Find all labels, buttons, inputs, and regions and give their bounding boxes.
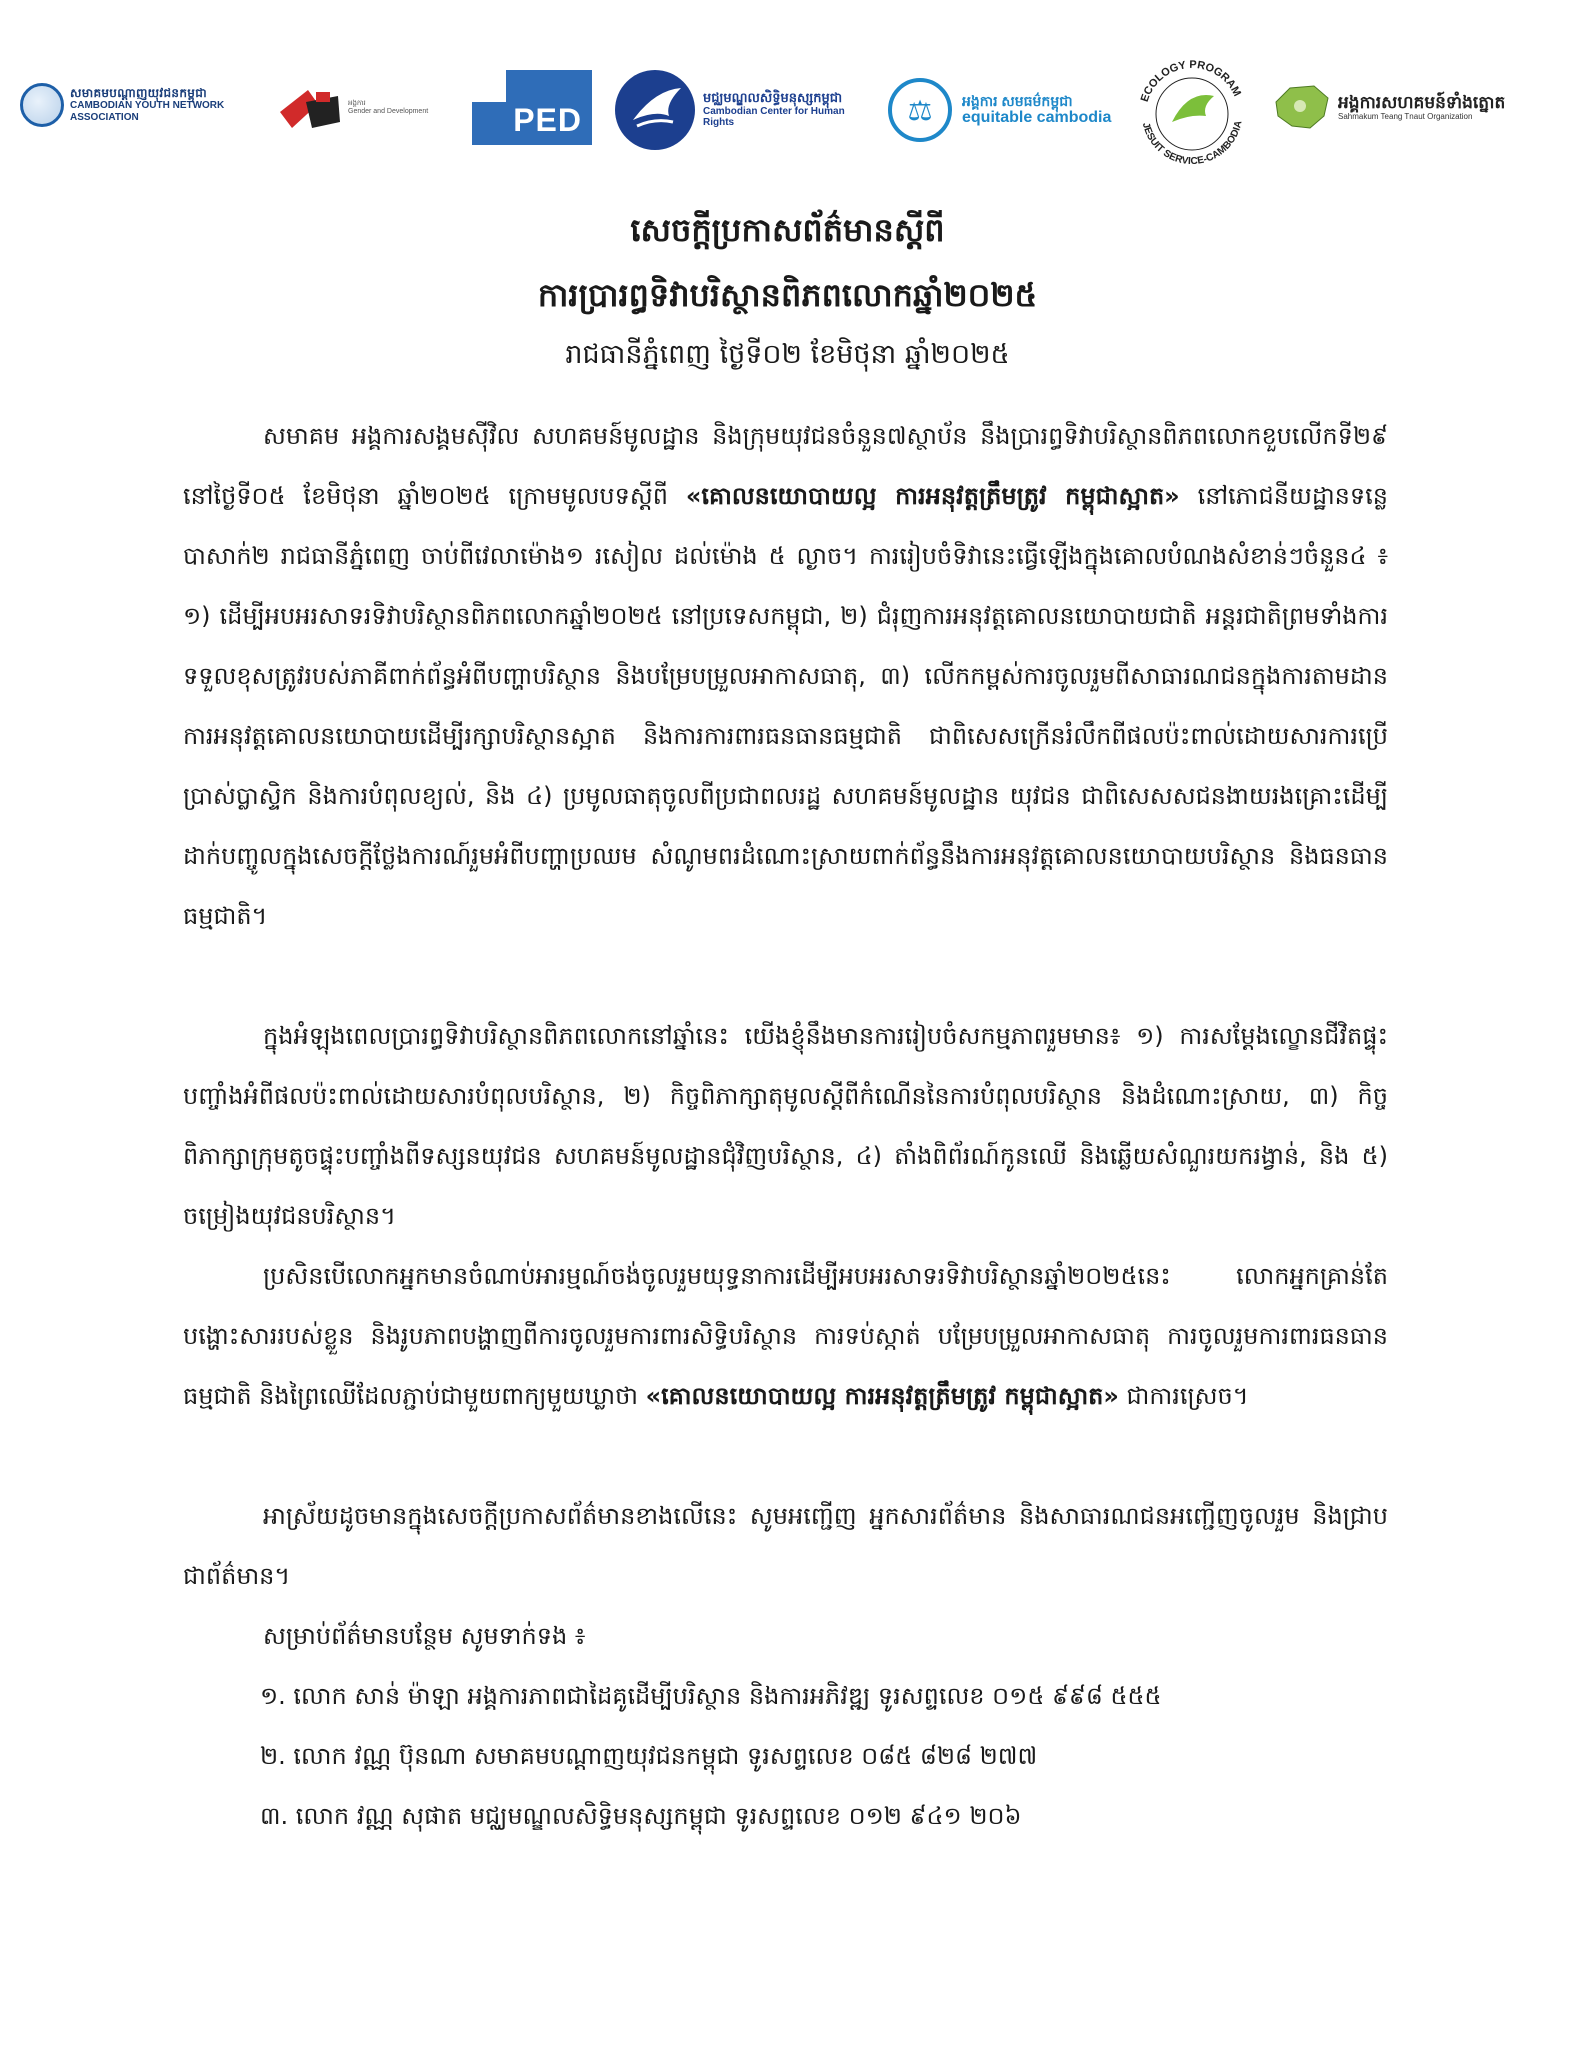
cchr-logo (615, 60, 870, 160)
contact-heading: សម្រាប់ព័ត៌មានបន្ថែម សូមទាក់ទង ៖ (263, 1622, 586, 1650)
svg-text:JESUIT SERVICE-CAMBODIA: JESUIT SERVICE-CAMBODIA (1139, 119, 1245, 168)
campaign-slogan: «គោលនយោបាយល្អ ការអនុវត្តត្រឹមត្រូវ កម្ពុជាស្អាត» (685, 482, 1180, 510)
svg-text:ECOLOGY PROGRAM: ECOLOGY PROGRAM (1138, 58, 1243, 104)
cyn-logo-en: CAMBODIAN YOUTH NETWORK ASSOCIATION (70, 100, 225, 123)
dove-icon (1128, 50, 1256, 178)
contact-item: ១. លោក សាន់ ម៉ាឡា អង្គការភាពជាដៃគូដើម្បីបរិស្ថាន និងការអភិវឌ្ឍ ទូរសព្ទលេខ ០១៥ ៩៩៨ ៥៥៥ (260, 1682, 1162, 1710)
stt-logo-kh: អង្គការសហគមន៍ទាំងត្នោត (1338, 92, 1506, 112)
equitable-cambodia-logo (888, 65, 1113, 155)
paragraph-campaign-b: ជាការស្រេច។ (1118, 1382, 1249, 1410)
scales-icon: ⚖ (888, 78, 952, 142)
paragraph-invitation: អាស្រ័យដូចមានក្នុងសេចក្តីប្រកាសព័ត៌មានខាងលើនេះ សូមអញ្ជើញ អ្នកសារព័ត៌មាន និងសាធារណជនអញ្ជើញចូលរួម និងជ្រាបជាព័ត៌មាន។ (183, 1502, 1388, 1590)
contact-item: ៣. លោក វណ្ណ សុផាត មជ្ឈមណ្ឌលសិទ្ធិមនុស្សកម្ពុជា ទូរសព្ទលេខ ០១២ ៩៤១ ២០៦ (260, 1802, 1022, 1830)
ped-logo-text: PED (513, 102, 582, 138)
ec-logo-en: equitable cambodia (962, 108, 1112, 126)
paragraph-intro-a: សមាគម អង្គការសង្គមស៊ីវិល សហគមន៍មូលដ្ឋាន និងក្រុមយុវជនចំនួន៧ស្ថាប័ន នឹងប្រារព្ធទិវាបរិស្ថានពិភពលោកខួបលើកទី២៩ នៅថ្ងៃទី០៥ ខែមិថុនា ឆ្នាំ២០២៥ ក្រោមមូលបទស្តីពី (183, 422, 1388, 510)
cambodia-map-icon (1270, 82, 1332, 132)
paragraph-campaign-a: ប្រសិនបើលោកអ្នកមានចំណាប់អារម្មណ៍ចង់ចូលរួមយុទ្ធនាការដើម្បីអបអរសាទរទិវាបរិស្ថានឆ្នាំ២០២៥នេះ លោកអ្នកគ្រាន់តែបង្ហោះសាររបស់ខ្លួន និងរូបភាពបង្ហាញពីការចូលរួមការពារសិទ្ធិបរិស្ថាន ការទប់ស្កាត់ បម្រែបម្រួលអាកាសធាតុ ការចូលរួមការពារធនធានធម្មជាតិ និងព្រៃឈើដែលភ្ជាប់ជាមួយពាក្យមួយឃ្លាថា (183, 1262, 1388, 1410)
globe-icon (20, 83, 64, 127)
cchr-logo-en: Cambodian Center for Human Rights (703, 105, 845, 129)
fist-icon (278, 82, 344, 134)
stt-logo-en: Sahmakum Teang Tnaut Organization (1338, 112, 1473, 122)
dateline: រាជធានីភ្នំពេញ ថ្ងៃទី០២ ខែមិថុនា ឆ្នាំ២០២៥ (565, 339, 1010, 370)
paragraph-activities: ក្នុងអំឡុងពេលប្រារព្ធទិវាបរិស្ថានពិភពលោកនៅឆ្នាំនេះ យើងខ្ញុំនឹងមានការរៀបចំសកម្មភាពរួមមាន៖ ១) ការសម្តែងល្ខោនជីវិតផ្ទុះបញ្ចាំងអំពីផលប៉ះពាល់ដោយសារបំពុលបរិស្ថាន, ២) កិច្ចពិភាក្សាតុមូលស្តីពីកំណើននៃការបំពុលបរិស្ថាន និងដំណោះស្រាយ, ៣) កិច្ចពិភាក្សាក្រុមតូចផ្ទុះបញ្ចាំងពីទស្សនយុវជន សហគមន៍មូលដ្ឋានជុំវិញបរិស្ថាន, ៤) តាំងពិព័រណ៍កូនឈើ និងឆ្លើយសំណួរយករង្វាន់, និង ៥) ចម្រៀងយុវជនបរិស្ថាន។ (183, 1022, 1388, 1230)
cyn-logo-kh: សមាគមបណ្តាញយុវជនកម្ពុជា (70, 85, 207, 100)
cyn-logo (20, 80, 265, 130)
cchr-logo-kh: មជ្ឈមណ្ឌលសិទ្ធិមនុស្សកម្ពុជា (703, 90, 843, 106)
gender-logo-kh: អង្គការ (348, 99, 366, 107)
contact-list (260, 1666, 1162, 1846)
bird-icon (615, 70, 695, 150)
campaign-slogan-2: «គោលនយោបាយល្អ ការអនុវត្តត្រឹមត្រូវ កម្ពុជាស្អាត» (645, 1382, 1119, 1410)
page-title: សេចក្តីប្រកាសព័ត៌មានស្តីពី (630, 211, 945, 249)
gender-logo-en: Gender and Development (348, 108, 429, 115)
gender-logo (278, 78, 448, 138)
page-subtitle: ការប្រារព្ធទិវាបរិស្ថានពិភពលោកឆ្នាំ២០២៥ (537, 276, 1038, 314)
partner-logos (0, 50, 1575, 200)
stt-logo (1270, 72, 1570, 142)
ec-logo-kh: អង្គការ សមធម៌កម្ពុជា (962, 92, 1073, 109)
paragraph-intro-b: នៅភោជនីយដ្ឋានទន្លេបាសាក់២ រាជធានីភ្នំពេញ ចាប់ពីវេលាម៉ោង១ រសៀល ដល់ម៉ោង ៥ ល្ងាច។ ការរៀបចំទិវានេះធ្វើឡើងក្នុងគោលបំណងសំខាន់ៗចំនួន៤ ៖ ១) ដើម្បីអបអរសាទរទិវាបរិស្ថានពិភពលោកឆ្នាំ២០២៥ នៅប្រទេសកម្ពុជា, ២) ជំរុញការអនុវត្តគោលនយោបាយជាតិ អន្តរជាតិព្រមទាំងការទទួលខុសត្រូវរបស់ភាគីពាក់ព័ន្ធអំពីបញ្ហាបរិស្ថាន និងបម្រែបម្រួលអាកាសធាតុ, ៣) លើកកម្ពស់ការចូលរួមពីសាធារណជនក្នុងការតាមដានការអនុវត្តគោលនយោបាយដើម្បីរក្សាបរិស្ថានស្អាត និងការការពារធនធានធម្មជាតិ ជាពិសេសក្រើនរំលឹកពីផលប៉ះពាល់ដោយសារការប្រើប្រាស់ប្លាស្ទិក និងការបំពុលខ្យល់, និង ៤) ប្រមូលធាតុចូលពីប្រជាពលរដ្ឋ សហគមន៍មូលដ្ឋាន យុវជន ជាពិសេសសជនងាយរងគ្រោះដើម្បីដាក់បញ្ចូលក្នុងសេចក្តីថ្លែងការណ៍រួមអំពីបញ្ហាប្រឈម សំណូមពរដំណោះស្រាយពាក់ព័ន្ធនឹងការអនុវត្តគោលនយោបាយបរិស្ថាន និងធនធានធម្មជាតិ។ (183, 482, 1389, 930)
ped-logo (472, 70, 592, 145)
paragraph-intro (183, 406, 1388, 946)
paragraph-campaign (183, 1246, 1388, 1426)
ecology-program-logo (1128, 50, 1256, 178)
contact-item: ២. លោក វណ្ណ ប៊ុនណា សមាគមបណ្តាញយុវជនកម្ពុជា ទូរសព្ទលេខ ០៨៥ ៨២៨ ២៧៧ (260, 1742, 1038, 1770)
